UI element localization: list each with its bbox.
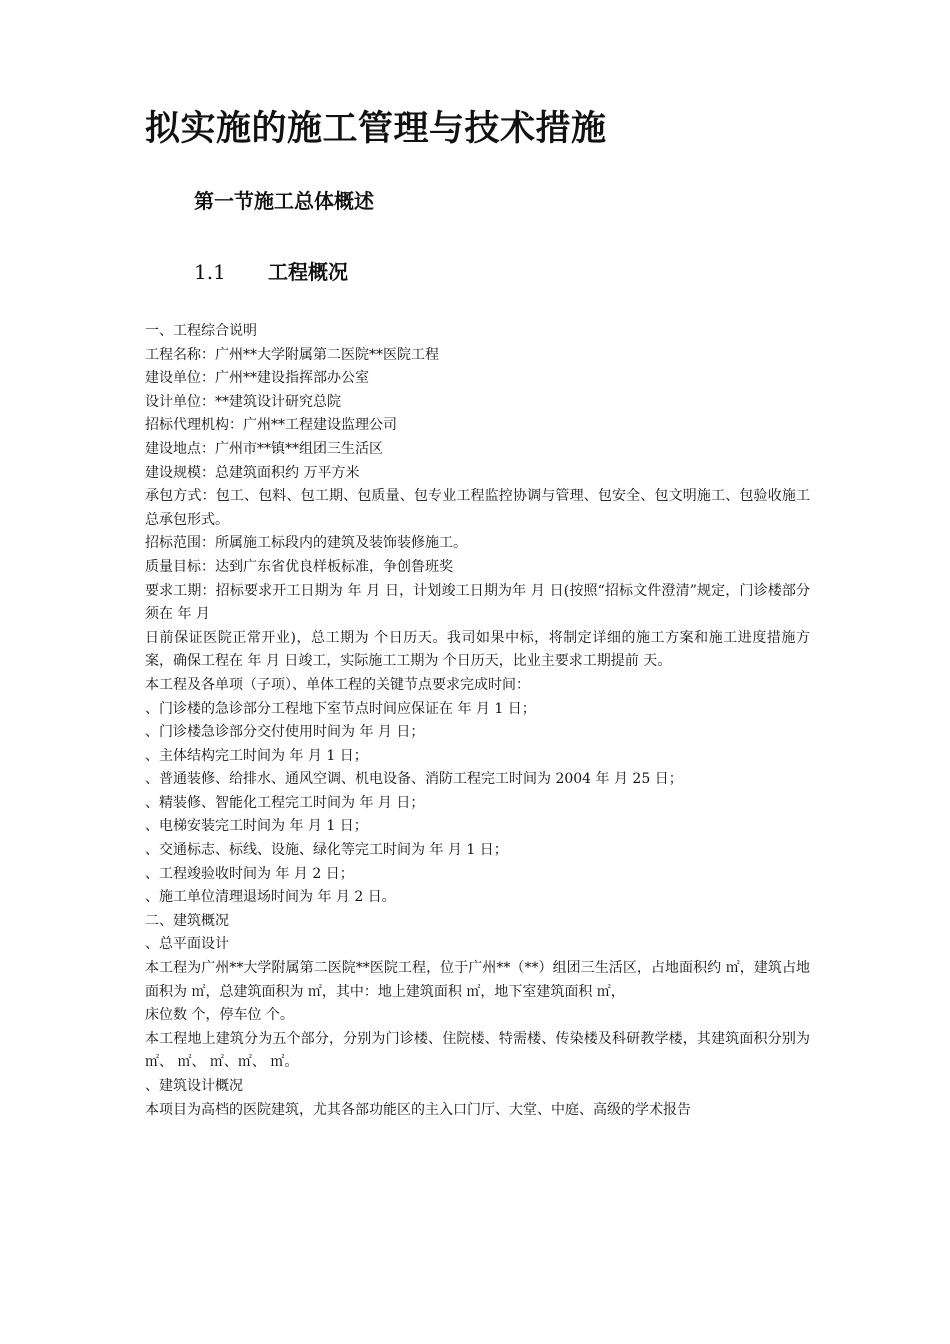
list-item: 、精装修、智能化工程完工时间为 年 月 日；	[145, 794, 425, 811]
paragraph-heading: 、总平面设计	[145, 936, 229, 953]
subsection-heading	[194, 257, 348, 287]
list-item: 、门诊楼急诊部分交付使用时间为 年 月 日；	[145, 724, 425, 741]
paragraph: 建设地点：广州市**镇**组团三生活区	[145, 440, 383, 457]
paragraph: 日前保证医院正常开业)，总工期为 个日历天。我司如果中标，将制定详细的施工方案和施工进度措施方案，确保工程在 年 月 日竣工，实际施工工期为 个日历天，比业主要求工期提前 天。	[145, 629, 810, 670]
paragraph: 招标范围：所属施工标段内的建筑及装饰装修施工。	[145, 535, 467, 552]
document-body	[145, 320, 810, 1122]
section-heading: 第一节施工总体概述	[194, 189, 374, 213]
paragraph: 本工程为广州**大学附属第二医院**医院工程，位于广州**（**）组团三生活区，占地面积约 ㎡，建筑占地面积为 ㎡，总建筑面积为 ㎡，其中：地上建筑面积 ㎡，地下室建筑面积 ㎡，	[145, 960, 810, 1000]
paragraph-heading: 一、工程综合说明	[145, 323, 257, 339]
list-item: 、主体结构完工时间为 年 月 1 日；	[145, 747, 368, 764]
paragraph: 质量目标：达到广东省优良样板标准，争创鲁班奖	[145, 558, 453, 575]
document-title: 拟实施的施工管理与技术措施	[145, 109, 607, 149]
paragraph: 本工程地上建筑分为五个部分，分别为门诊楼、住院楼、特需楼、传染楼及科研教学楼，其建筑面积分别为 ㎡、 ㎡、 ㎡、㎡、 ㎡。	[145, 1030, 810, 1071]
list-item: 、门诊楼的急诊部分工程地下室节点时间应保证在 年 月 1 日；	[145, 700, 536, 717]
list-item: 、普通装修、给排水、通风空调、机电设备、消防工程完工时间为 2004 年 月 25 日；	[145, 771, 683, 788]
list-item: 、施工单位清理退场时间为 年 月 2 日。	[145, 889, 396, 906]
list-item: 、交通标志、标线、设施、绿化等完工时间为 年 月 1 日；	[145, 842, 508, 859]
paragraph: 设计单位：**建筑设计研究总院	[145, 393, 341, 410]
paragraph: 招标代理机构：广州**工程建设监理公司	[145, 417, 397, 434]
paragraph: 要求工期：招标要求开工日期为 年 月 日，计划竣工日期为年 月 日(按照“招标文件澄清”规定，门诊楼部分须在 年 月	[145, 582, 810, 623]
paragraph: 床位数 个，停车位 个。	[145, 1007, 294, 1024]
paragraph: 承包方式：包工、包料、包工期、包质量、包专业工程监控协调与管理、包安全、包文明施工、包验收施工总承包形式。	[145, 488, 810, 528]
subsection-title: 工程概况	[268, 260, 348, 284]
paragraph-heading: 、建筑设计概况	[145, 1078, 243, 1094]
paragraph: 工程名称：广州**大学附属第二医院**医院工程	[145, 346, 439, 363]
list-item: 、电梯安装完工时间为 年 月 1 日；	[145, 818, 368, 835]
paragraph: 建设规模：总建筑面积约 万平方米	[145, 464, 360, 481]
paragraph-heading: 二、建筑概况	[145, 912, 229, 929]
paragraph: 本工程及各单项（子项）、单体工程的关键节点要求完成时间：	[145, 676, 530, 693]
paragraph: 本项目为高档的医院建筑，尤其各部功能区的主入口门厅、大堂、中庭、高级的学术报告	[145, 1101, 691, 1118]
list-item: 、工程竣验收时间为 年 月 2 日；	[145, 865, 354, 882]
subsection-number: 1.1	[194, 260, 226, 284]
paragraph: 建设单位：广州**建设指挥部办公室	[145, 370, 369, 387]
